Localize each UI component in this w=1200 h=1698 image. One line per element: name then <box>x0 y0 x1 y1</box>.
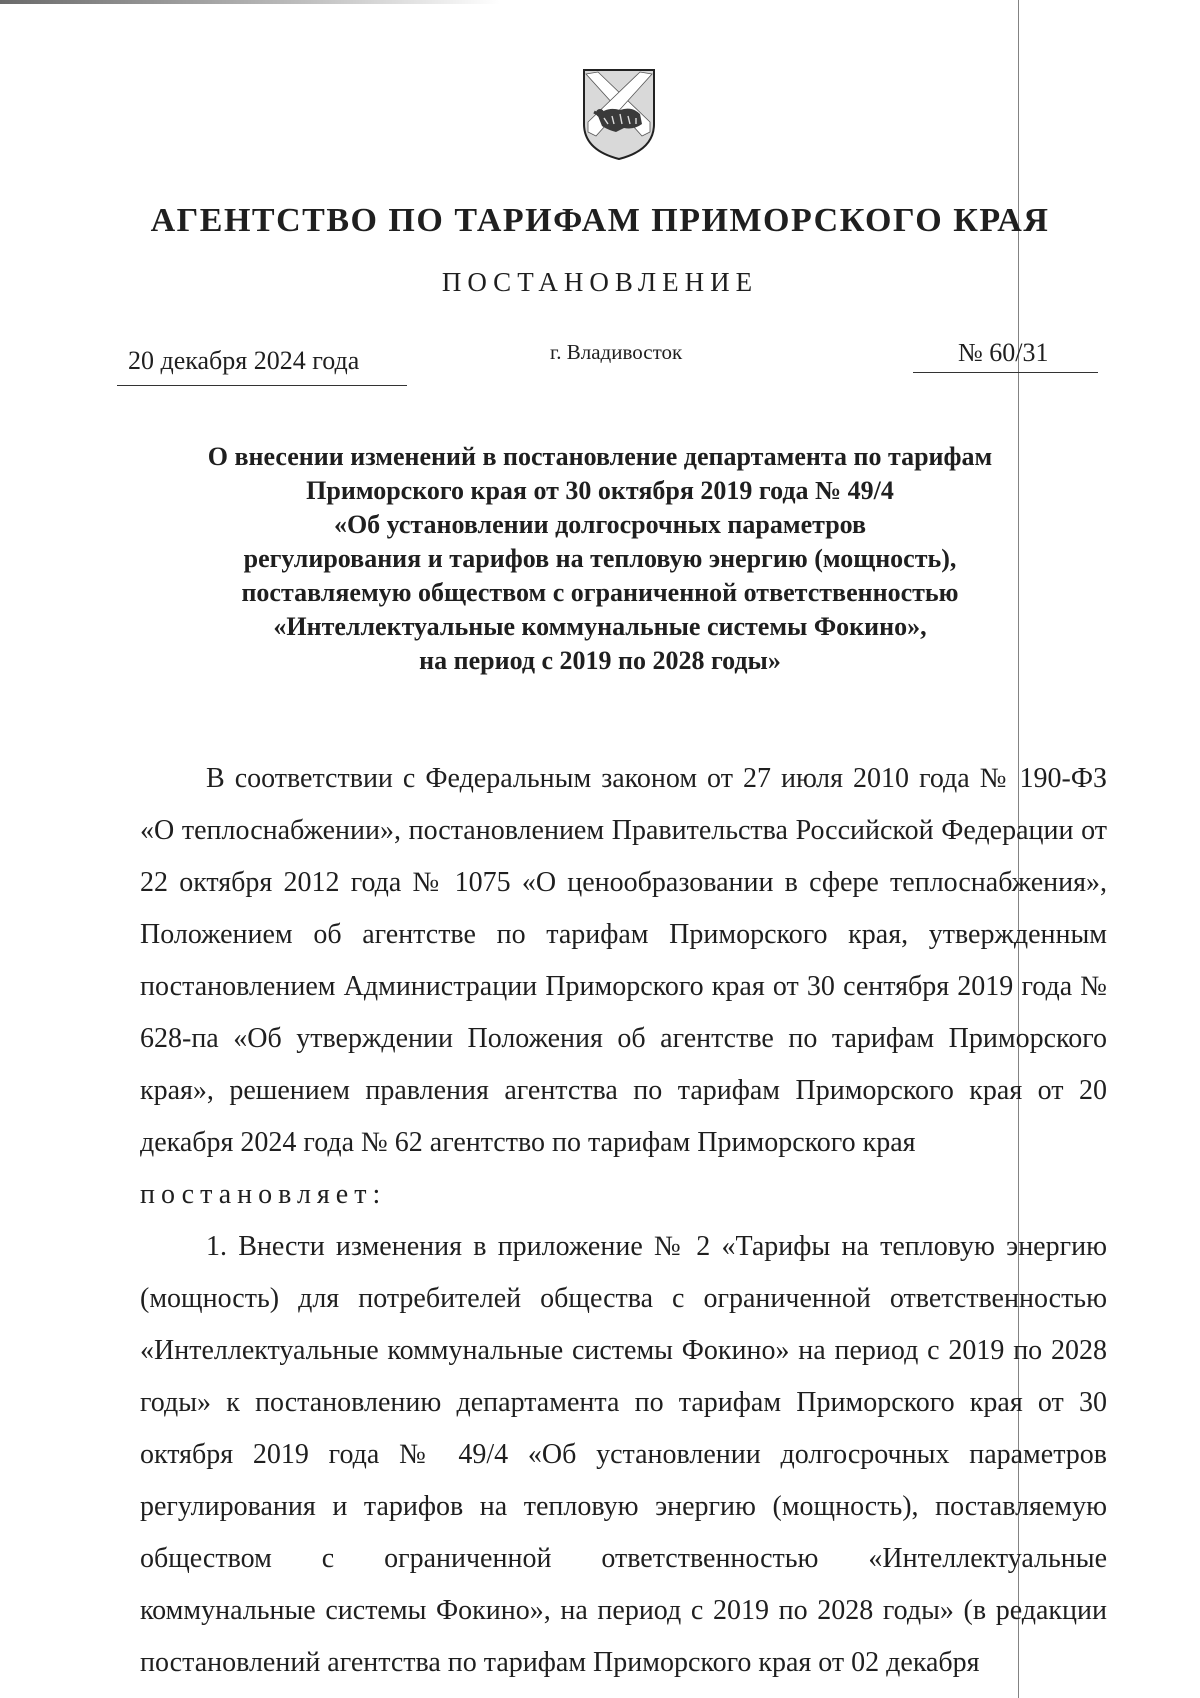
document-city: г. Владивосток <box>550 340 683 364</box>
agency-name: АГЕНТСТВО ПО ТАРИФАМ ПРИМОРСКОГО КРАЯ <box>150 202 1050 239</box>
resolves-word: постановляет: <box>140 1179 387 1210</box>
date-underline <box>117 385 407 386</box>
number-underline <box>913 372 1098 373</box>
document-number: № 60/31 <box>958 338 1049 367</box>
preamble-text: В соответствии с Федеральным законом от 27 июля 2010 года № 190-ФЗ «О теплоснабжении», постановлением Правительства Российской Федерации от 22 октября 2012 года № 1075 «О ценообразовании в сфере теплоснабжения», Положением об агентстве по тарифам Приморского края, утвержденным постановлением Администрации Приморского края от 30 сентября 2019 года № 628-па «Об утверждении Положения об агентстве по тарифам Приморского края», решением правления агентства по тарифам Приморского края от 20 декабря 2024 года № 62 агентство по тарифам Приморского края <box>140 763 1107 1158</box>
scan-edge <box>0 0 500 4</box>
primorsky-coat-of-arms-icon <box>580 66 658 162</box>
preamble-paragraph <box>140 753 1107 1169</box>
title-line: «Интеллектуальные коммунальные системы Фокино», <box>273 612 927 641</box>
document-title <box>100 440 1100 678</box>
document-date: 20 декабря 2024 года <box>128 346 360 375</box>
document-body <box>140 753 1107 1689</box>
title-line: регулирования и тарифов на тепловую энергию (мощность), <box>243 544 957 573</box>
title-line: О внесении изменений в постановление департамента по тарифам <box>207 442 993 471</box>
title-line: Приморского края от 30 октября 2019 года № 49/4 <box>306 476 894 505</box>
document-type: ПОСТАНОВЛЕНИЕ <box>441 267 759 297</box>
item-1-paragraph: 1. Внести изменения в приложение № 2 «Тарифы на тепловую энергию (мощность) для потребителей общества с ограниченной ответственностью «Интеллектуальные коммунальные системы Фокино» на период с 2019 по 2028 годы» к постановлению департамента по тарифам Приморского края от 30 октября 2019 года № 49/4 «Об установлении долгосрочных параметров регулирования и тарифов на тепловую энергию (мощность), поставляемую обществом с ограниченной ответственностью «Интеллектуальные коммунальные системы Фокино», на период с 2019 по 2028 годы» (в редакции постановлений агентства по тарифам Приморского края от 02 декабря <box>140 1231 1107 1678</box>
title-line: «Об установлении долгосрочных параметров <box>333 510 867 539</box>
title-line: поставляемую обществом с ограниченной ответственностью <box>241 578 959 607</box>
title-line: на период с 2019 по 2028 годы» <box>419 646 781 675</box>
